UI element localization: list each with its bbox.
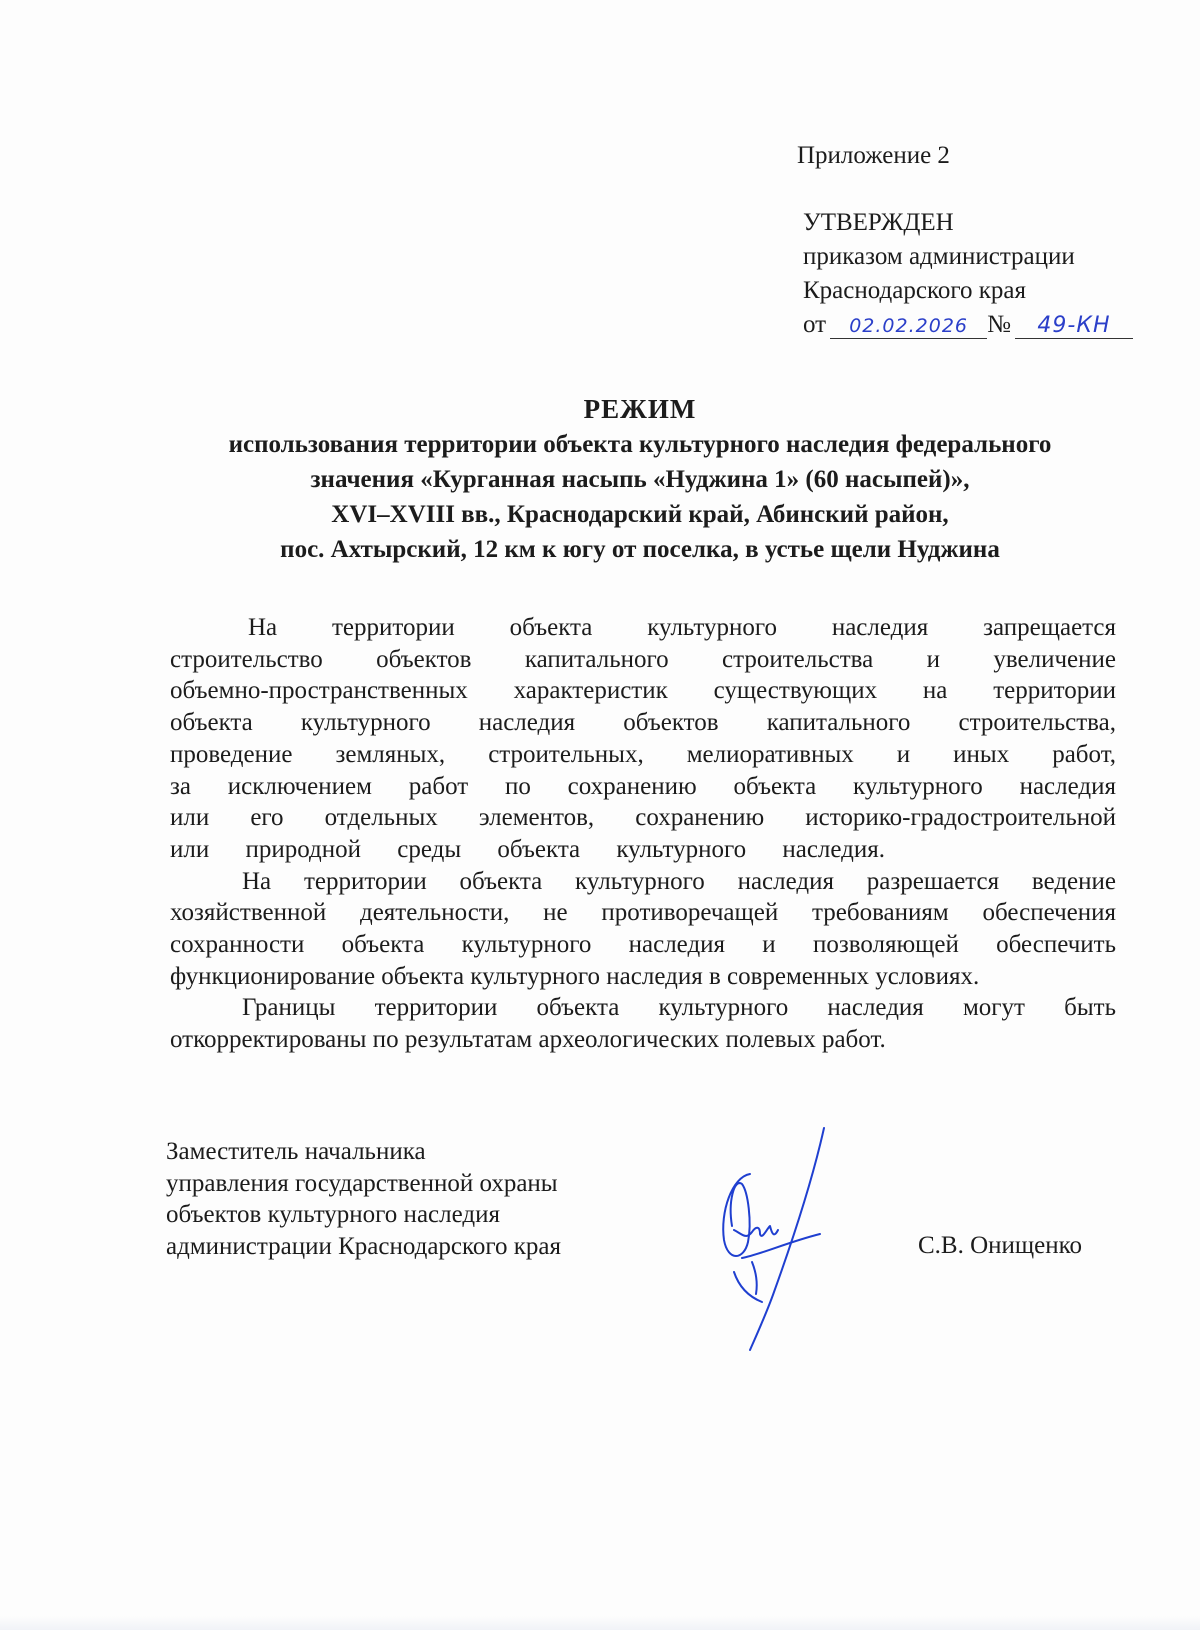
document-heading <box>140 392 1140 567</box>
date-prefix: от <box>803 311 827 338</box>
heading-line-1: использования территории объекта культурного наследия федерального <box>228 431 1052 458</box>
paragraph-3: Границы территории объекта культурного наследия могут быть откорректированы по результатам археологических полевых работ. <box>170 994 1116 1054</box>
scan-edge <box>0 1616 1200 1630</box>
paragraph-1: На территории объекта культурного наследия запрещается строительство объектов капитального строительства и увеличение объемно-пространственных характеристик существующих на территории объекта культурного наследия объектов капитального строительства, проведение земляных, строительных, мелиоративных и иных работ, за исключением работ по сохранению объекта культурного наследия или его отдельных элементов, сохранению историко-градостроительной или природной среды объекта культурного наследия. <box>170 614 1116 863</box>
appendix-label: Приложение 2 <box>797 142 950 169</box>
handwritten-date: 02.02.2026 <box>830 314 987 339</box>
heading-line-4: пос. Ахтырский, 12 км к югу от поселка, в устье щели Нуджина <box>280 536 1000 563</box>
body-text <box>170 612 1116 1056</box>
handwritten-signature <box>712 1122 852 1352</box>
approval-date-line <box>803 308 1133 342</box>
handwritten-number: 49-КН <box>1015 314 1133 339</box>
heading-line-3: XVI–XVIII вв., Краснодарский край, Абинский район, <box>331 501 949 528</box>
paragraph-2: На территории объекта культурного наследия разрешается ведение хозяйственной деятельности, не противоречащей требованиям обеспечения сохранности объекта культурного наследия и позволяющей обеспечить функционирование объекта культурного наследия в современных условиях. <box>170 867 1116 990</box>
signatory-name: С.В. Онищенко <box>918 1232 1083 1259</box>
position-line-2: управления государственной охраны <box>166 1169 558 1197</box>
position-line-3: объектов культурного наследия <box>166 1201 500 1228</box>
approval-line-2: Краснодарского края <box>803 277 1026 304</box>
heading-title: РЕЖИМ <box>583 394 697 424</box>
heading-line-2: значения «Курганная насыпь «Нуджина 1» (60 насыпей)», <box>310 466 970 493</box>
approval-title: УТВЕРЖДЕН <box>803 209 954 236</box>
signatory-position <box>166 1136 561 1262</box>
position-line-1: Заместитель начальника <box>166 1138 426 1165</box>
approval-block <box>803 206 1133 342</box>
position-line-4: администрации Краснодарского края <box>166 1232 562 1260</box>
number-prefix: № <box>987 311 1011 338</box>
approval-line-1: приказом администрации <box>803 243 1075 270</box>
